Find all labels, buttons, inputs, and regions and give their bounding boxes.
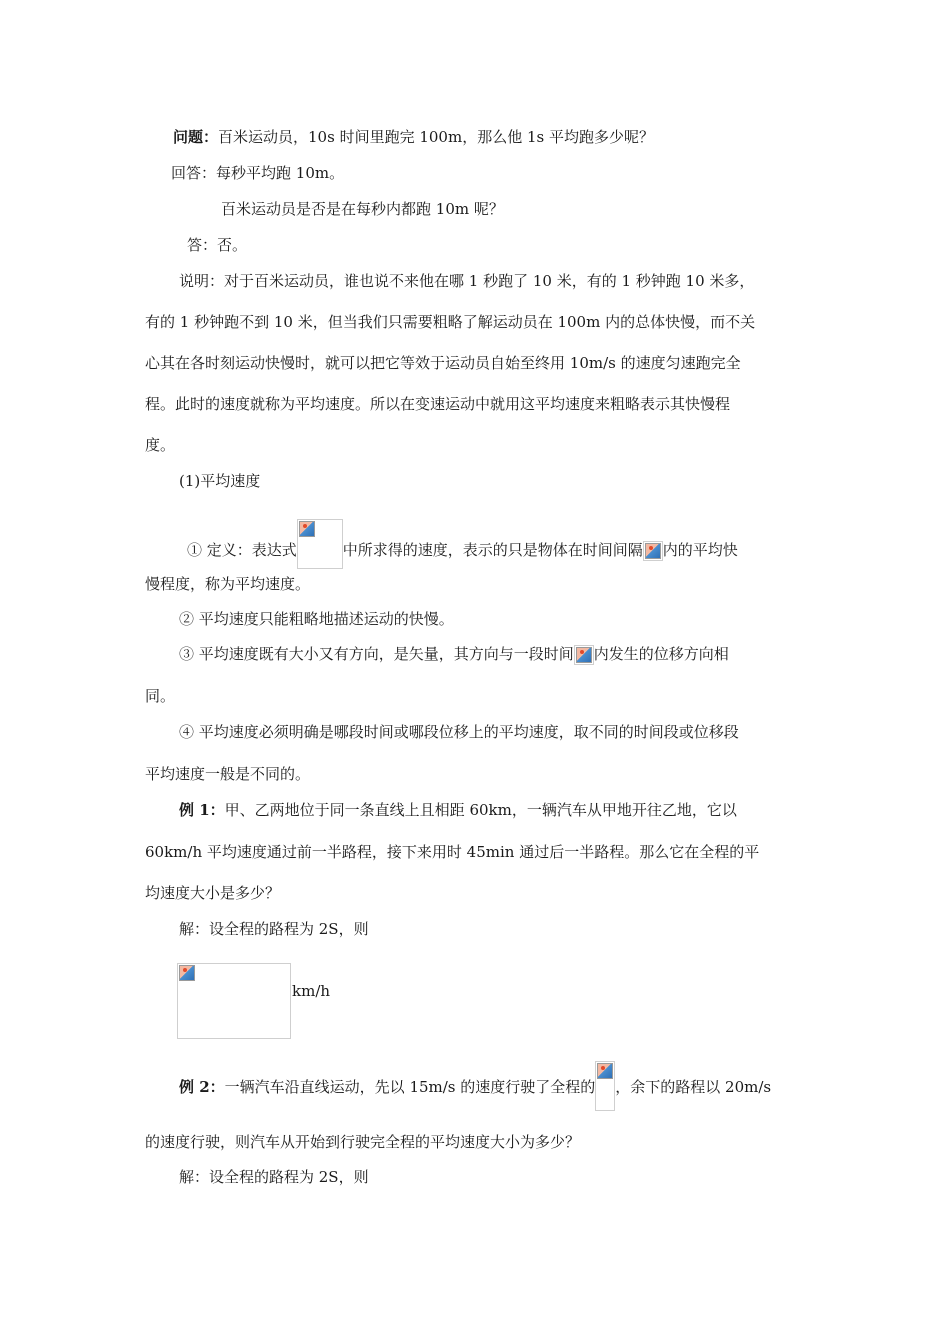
point-3-line-2: 同。 — [145, 687, 176, 705]
example-1-label: 例 1： — [179, 801, 225, 819]
explanation-line-1: 说明：对于百米运动员，谁也说不来他在哪 1 秒跑了 10 米，有的 1 秒钟跑 10 米多， — [179, 272, 755, 290]
answer-line — [171, 163, 344, 183]
broken-image-icon — [597, 1063, 613, 1079]
example-1-line-3: 均速度大小是多少？ — [145, 884, 281, 902]
example-1-line-1 — [179, 800, 737, 820]
example-2-solution: 解：设全程的路程为 2S，则 — [179, 1168, 369, 1186]
question-line — [173, 127, 654, 147]
explanation-line-5: 度。 — [145, 436, 176, 454]
explanation-line-2: 有的 1 秒钟跑不到 10 米，但当我们只需要粗略了解运动员在 100m 内的总体快慢，而不关 — [145, 313, 756, 331]
broken-image-icon — [179, 965, 195, 981]
formula-image-placeholder — [297, 519, 343, 569]
explanation-line-4: 程。此时的速度就称为平均速度。所以在变速运动中就用这平均速度来粗略表示其快慢程 — [145, 395, 731, 413]
point-1-text-a: ① 定义：表达式 — [187, 541, 297, 559]
delta-t-image-placeholder — [643, 541, 663, 561]
point-4-line-2: 平均速度一般是不同的。 — [145, 765, 311, 783]
example-1-text-1: 甲、乙两地位于同一条直线上且相距 60km，一辆汽车从甲地开往乙地，它以 — [224, 801, 737, 819]
section-title: (1)平均速度 — [179, 472, 261, 490]
point-3-line — [179, 644, 729, 665]
question-text: 百米运动员，10s 时间里跑完 100m，那么他 1s 平均跑多少呢？ — [218, 128, 654, 146]
example-1-solution: 解：设全程的路程为 2S，则 — [179, 920, 369, 938]
point-1-text-c: 内的平均快 — [662, 541, 738, 559]
delta-t-image-placeholder-2 — [574, 645, 594, 665]
solution-formula-image-placeholder — [177, 963, 291, 1039]
broken-image-icon — [576, 647, 592, 663]
answer-label: 回答： — [171, 164, 217, 182]
answer-text: 每秒平均跑 10m。 — [216, 164, 345, 182]
example-2-line-2: 的速度行驶，则汽车从开始到行驶完全程的平均速度大小为多少？ — [145, 1133, 581, 1151]
answer2-line: 答：否。 — [187, 236, 248, 254]
point-3-text-a: ③ 平均速度既有大小又有方向，是矢量，其方向与一段时间 — [179, 645, 574, 663]
example-2-line-1 — [179, 1061, 771, 1113]
example-1-line-2: 60km/h 平均速度通过前一半路程，接下来用时 45min 通过后一半路程。那么它在全程的平 — [145, 843, 760, 861]
question-label: 问题： — [173, 128, 219, 146]
example-2-text-a: 一辆汽车沿直线运动，先以 15m/s 的速度行驶了全程的 — [224, 1078, 596, 1096]
point-2-line: ② 平均速度只能粗略地描述运动的快慢。 — [179, 610, 454, 628]
fraction-image-placeholder — [595, 1061, 615, 1111]
question2-line: 百米运动员是否是在每秒内都跑 10m 呢？ — [221, 200, 504, 218]
example-1-unit: km/h — [292, 982, 331, 1000]
broken-image-icon — [645, 543, 661, 559]
point-4-line: ④ 平均速度必须明确是哪段时间或哪段位移上的平均速度，取不同的时间段或位移段 — [179, 723, 739, 741]
point-1-text-b: 中所求得的速度，表示的只是物体在时间间隔 — [342, 541, 643, 559]
example-2-label: 例 2： — [179, 1078, 225, 1096]
point-3-text-b: 内发生的位移方向相 — [593, 645, 729, 663]
example-2-text-b: ，余下的路程以 20m/s — [615, 1078, 772, 1096]
broken-image-icon — [299, 521, 315, 537]
point-1-line — [187, 519, 738, 569]
point-1-line-2: 慢程度，称为平均速度。 — [145, 575, 311, 593]
explanation-line-3: 心其在各时刻运动快慢时，就可以把它等效于运动员自始至终用 10m/s 的速度匀速跑完全 — [145, 354, 741, 372]
